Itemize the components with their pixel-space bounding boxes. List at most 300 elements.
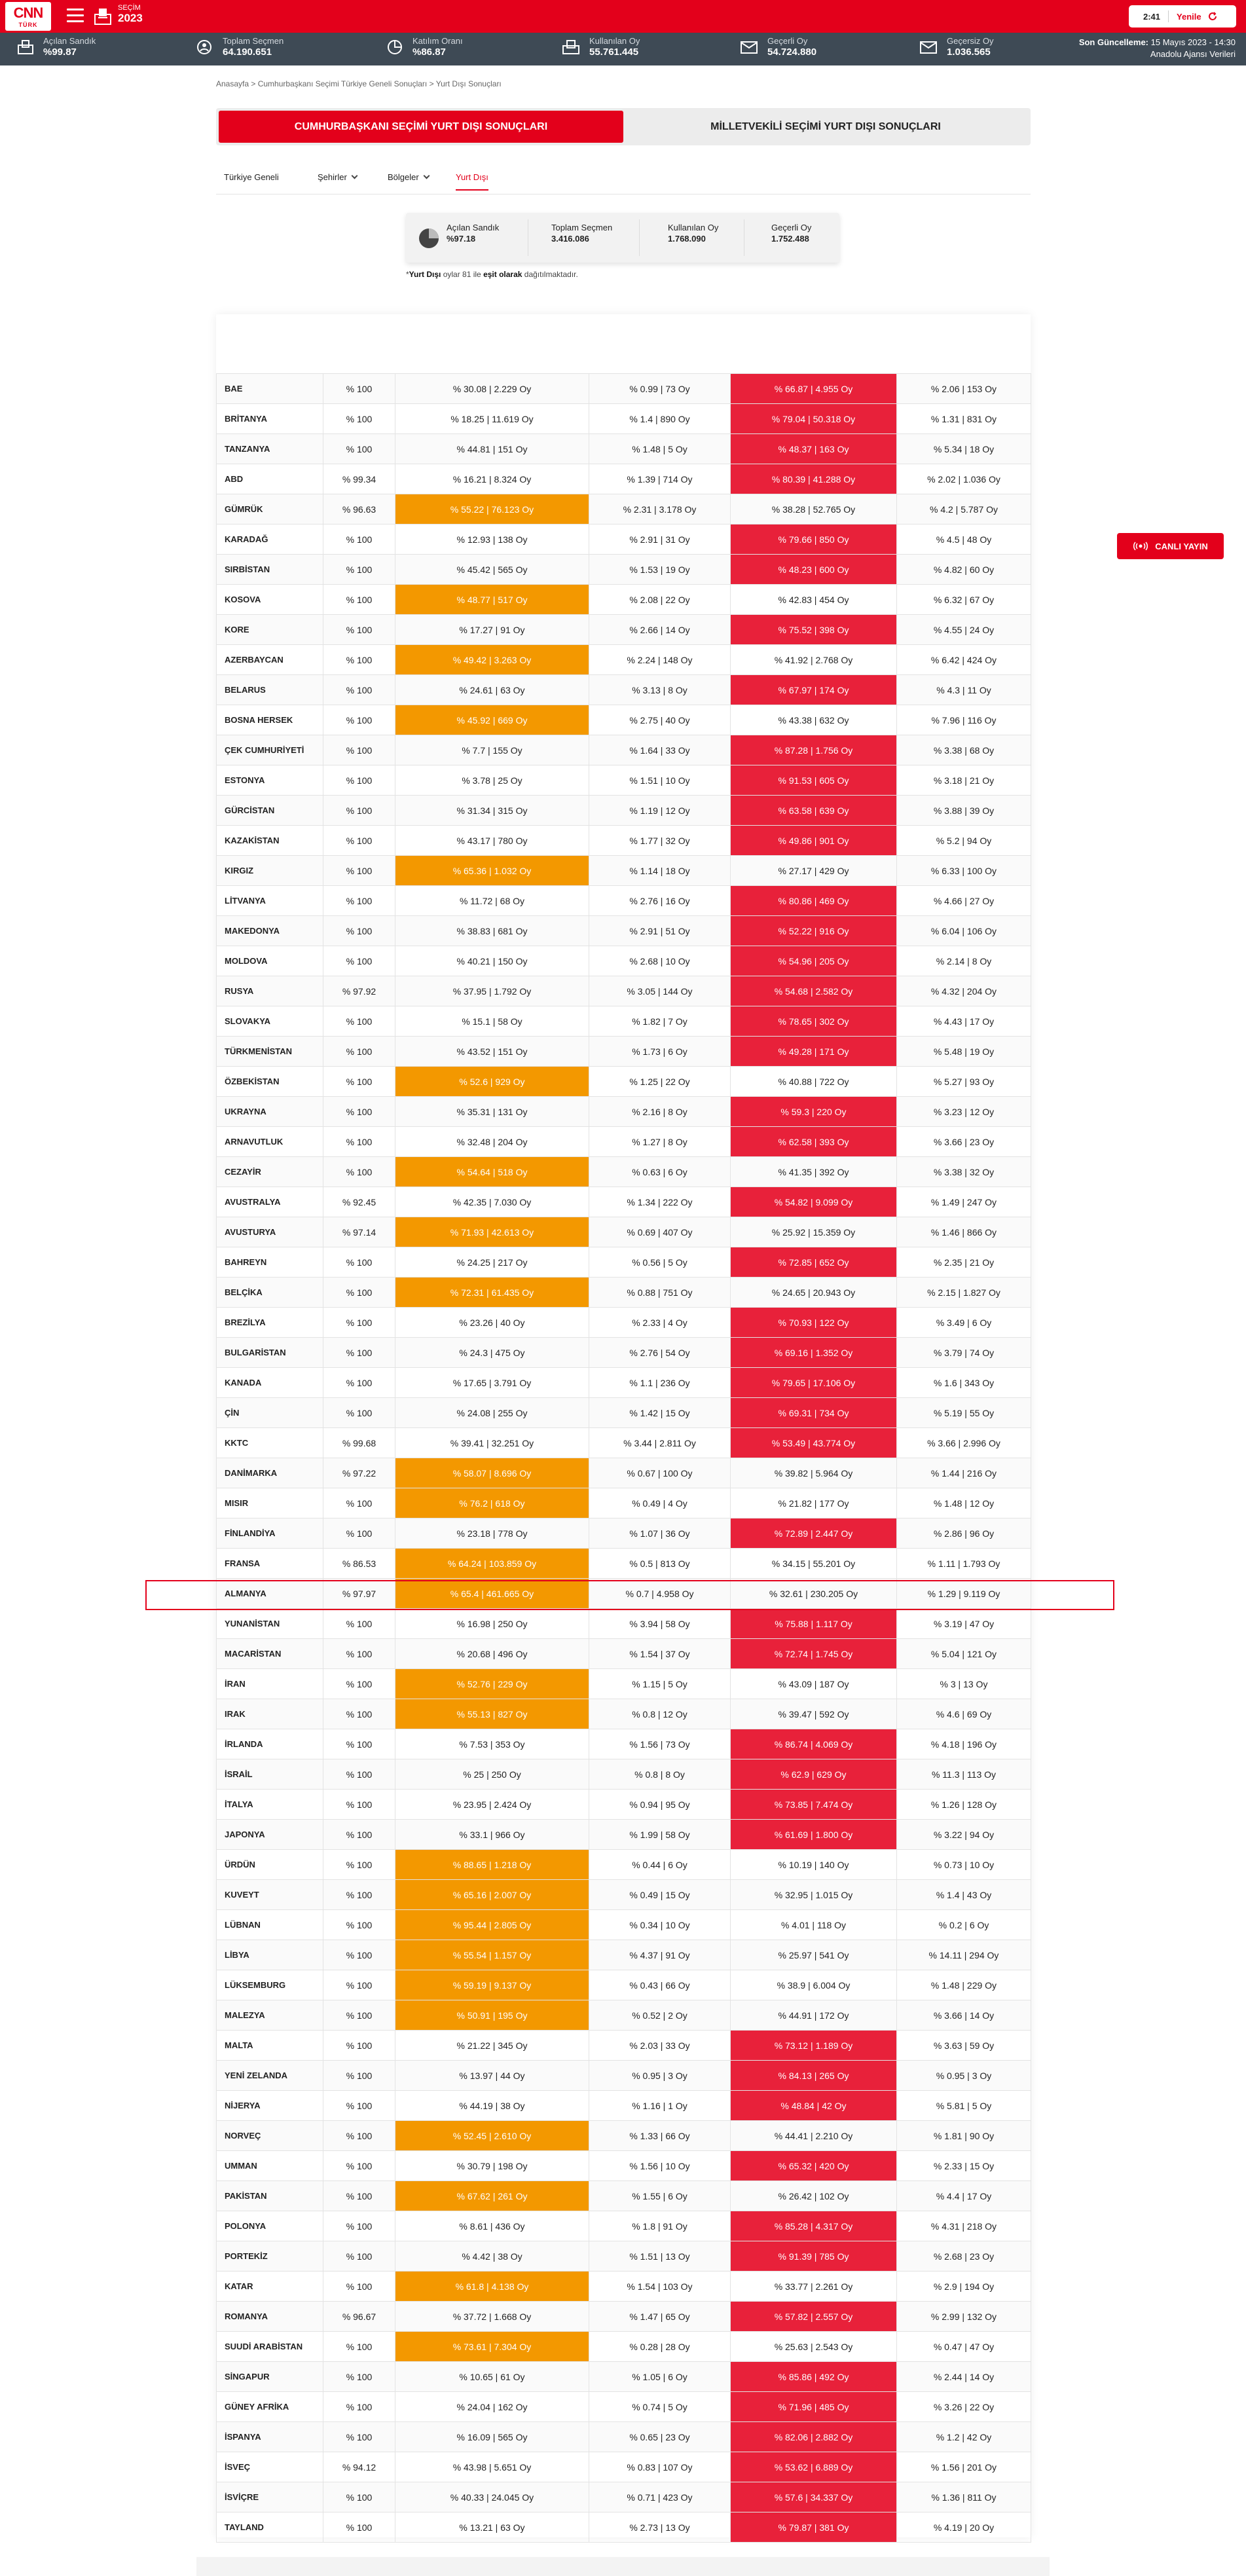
nav-abroad-label: Yurt Dışı — [456, 172, 488, 182]
table-row[interactable] — [217, 2000, 1031, 2031]
candidate-4-result: % 2.14 | 8 Oy — [897, 946, 1031, 976]
table-row[interactable] — [217, 615, 1031, 645]
candidate-4-result: % 3 | 13 Oy — [897, 1669, 1031, 1699]
candidate-3-result: % 54.68 | 2.582 Oy — [731, 976, 897, 1006]
candidate-2-result: % 2.66 | 14 Oy — [589, 615, 731, 645]
candidate-2-result: % 0.71 | 423 Oy — [589, 2482, 731, 2512]
table-row[interactable] — [217, 1368, 1031, 1398]
candidate-2-result: % 0.28 | 28 Oy — [589, 2332, 731, 2362]
table-row[interactable] — [217, 1970, 1031, 2000]
opened-boxes: % 100 — [323, 374, 395, 404]
table-row[interactable] — [217, 1067, 1031, 1097]
candidate-3-result: % 25.97 | 541 Oy — [731, 1940, 897, 1970]
table-row[interactable] — [217, 1910, 1031, 1940]
candidate-3-result: % 73.12 | 1.189 Oy — [731, 2031, 897, 2061]
country-name: MAKEDONYA — [217, 916, 323, 946]
breadcrumb[interactable]: Anasayfa > Cumhurbaşkanı Seçimi Türkiye Geneli Sonuçları > Yurt Dışı Sonuçları — [216, 79, 502, 88]
nav-abroad[interactable] — [456, 172, 488, 191]
opened-boxes: % 100 — [323, 1398, 395, 1428]
table-row[interactable] — [217, 2392, 1031, 2422]
opened-boxes: % 100 — [323, 1940, 395, 1970]
candidate-4-result: % 1.26 | 128 Oy — [897, 1790, 1031, 1820]
table-row[interactable] — [217, 916, 1031, 946]
table-row[interactable] — [217, 2061, 1031, 2091]
country-name: KOSOVA — [217, 585, 323, 615]
candidate-3-result: % 69.31 | 734 Oy — [731, 1398, 897, 1428]
candidate-1-result: % 39.41 | 32.251 Oy — [395, 1428, 589, 1458]
table-row[interactable] — [217, 1790, 1031, 1820]
candidate-4-result: % 1.48 | 229 Oy — [897, 1970, 1031, 2000]
nav-cities-label: Şehirler — [318, 172, 347, 182]
country-name: KATAR — [217, 2272, 323, 2302]
table-row[interactable] — [217, 2031, 1031, 2061]
candidate-4-result: % 5.27 | 93 Oy — [897, 1067, 1031, 1097]
tab-presidential-abroad[interactable]: CUMHURBAŞKANI SEÇİMİ YURT DIŞI SONUÇLARI — [219, 111, 623, 143]
opened-boxes: % 100 — [323, 856, 395, 886]
nav-turkey-general-label: Türkiye Geneli — [224, 172, 279, 182]
candidate-1-result: % 65.4 | 461.665 Oy — [395, 1579, 589, 1609]
opened-boxes: % 100 — [323, 2512, 395, 2543]
candidate-1-result: % 37.72 | 1.668 Oy — [395, 2302, 589, 2332]
opened-boxes: % 100 — [323, 1970, 395, 2000]
candidate-1-result: % 55.54 | 1.157 Oy — [395, 1940, 589, 1970]
candidate-1-result: % 30.08 | 2.229 Oy — [395, 374, 589, 404]
table-row[interactable] — [217, 1217, 1031, 1247]
note-text-1: oylar 81 ile — [441, 270, 484, 279]
candidate-3-result: % 52.22 | 916 Oy — [731, 916, 897, 946]
table-row[interactable] — [217, 1940, 1031, 1970]
table-row[interactable] — [217, 2422, 1031, 2452]
candidate-3-result: % 44.91 | 172 Oy — [731, 2000, 897, 2031]
countdown-time: 2:41 — [1143, 11, 1161, 22]
candidate-1-result: % 35.31 | 131 Oy — [395, 1097, 589, 1127]
opened-boxes: % 100 — [323, 2181, 395, 2211]
country-name: BAHREYN — [217, 1247, 323, 1278]
country-name: POLONYA — [217, 2211, 323, 2241]
opened-boxes: % 100 — [323, 735, 395, 765]
candidate-2-result: % 1.15 | 5 Oy — [589, 1669, 731, 1699]
country-name: İSRAİL — [217, 1759, 323, 1790]
stat-value: %99.87 — [43, 46, 77, 58]
live-broadcast-button[interactable] — [1117, 533, 1224, 559]
candidate-3-result: % 69.16 | 1.352 Oy — [731, 1338, 897, 1368]
stat-value: %86.87 — [412, 46, 446, 58]
table-row[interactable] — [217, 1037, 1031, 1067]
country-name: ÇİN — [217, 1398, 323, 1428]
nav-regions-dropdown[interactable] — [388, 172, 429, 182]
table-row[interactable] — [217, 1247, 1031, 1278]
candidate-2-result: % 1.53 | 19 Oy — [589, 555, 731, 585]
ballot-box-icon — [93, 7, 113, 26]
candidate-2-result: % 0.69 | 407 Oy — [589, 1217, 731, 1247]
abroad-summary-card — [406, 213, 839, 263]
table-row[interactable] — [217, 2091, 1031, 2121]
country-name: UMMAN — [217, 2151, 323, 2181]
candidate-1-result: % 55.22 | 76.123 Oy — [395, 494, 589, 524]
candidate-4-result: % 3.38 | 32 Oy — [897, 1157, 1031, 1187]
menu-icon[interactable] — [67, 9, 84, 23]
candidate-4-result: % 4.2 | 5.787 Oy — [897, 494, 1031, 524]
note-text-2: dağıtılmaktadır. — [522, 270, 578, 279]
candidate-4-result: % 0.2 | 6 Oy — [897, 1910, 1031, 1940]
candidate-1-result: % 43.98 | 5.651 Oy — [395, 2452, 589, 2482]
table-row[interactable] — [217, 2452, 1031, 2482]
candidate-4-result: % 1.36 | 811 Oy — [897, 2482, 1031, 2512]
candidate-1-result: % 21.22 | 345 Oy — [395, 2031, 589, 2061]
candidate-3-result: % 73.85 | 7.474 Oy — [731, 1790, 897, 1820]
candidate-3-result: % 44.41 | 2.210 Oy — [731, 2121, 897, 2151]
table-row[interactable] — [217, 1850, 1031, 1880]
tab-parliamentary-abroad[interactable]: MİLLETVEKİLİ SEÇİMİ YURT DIŞI SONUÇLARI — [710, 120, 941, 132]
candidate-3-result: % 79.66 | 850 Oy — [731, 524, 897, 555]
country-name: KORE — [217, 615, 323, 645]
opened-boxes: % 100 — [323, 1308, 395, 1338]
table-row[interactable] — [217, 1308, 1031, 1338]
candidate-4-result: % 6.33 | 100 Oy — [897, 856, 1031, 886]
candidate-2-result: % 2.24 | 148 Oy — [589, 645, 731, 675]
election-tabs — [216, 108, 1031, 145]
candidate-4-result: % 3.66 | 2.996 Oy — [897, 1428, 1031, 1458]
candidate-2-result: % 1.73 | 6 Oy — [589, 1037, 731, 1067]
candidate-1-result: % 23.26 | 40 Oy — [395, 1308, 589, 1338]
opened-boxes: % 100 — [323, 1729, 395, 1759]
candidate-4-result: % 1.6 | 343 Oy — [897, 1368, 1031, 1398]
candidate-2-result: % 1.42 | 15 Oy — [589, 1398, 731, 1428]
table-row[interactable] — [217, 735, 1031, 765]
table-row[interactable] — [217, 1428, 1031, 1458]
table-row[interactable] — [217, 705, 1031, 735]
country-name: MISIR — [217, 1488, 323, 1518]
candidate-2-result: % 2.76 | 16 Oy — [589, 886, 731, 916]
candidate-4-result: % 1.4 | 43 Oy — [897, 1880, 1031, 1910]
candidate-4-result: % 3.63 | 59 Oy — [897, 2031, 1031, 2061]
country-name: TÜRKMENİSTAN — [217, 1037, 323, 1067]
table-row[interactable] — [217, 1127, 1031, 1157]
table-row[interactable] — [217, 1759, 1031, 1790]
opened-boxes: % 100 — [323, 2091, 395, 2121]
candidate-2-result: % 1.56 | 73 Oy — [589, 1729, 731, 1759]
candidate-3-result: % 40.88 | 722 Oy — [731, 1067, 897, 1097]
candidate-3-result: % 25.92 | 15.359 Oy — [731, 1217, 897, 1247]
country-name: ÖZBEKİSTAN — [217, 1067, 323, 1097]
table-row[interactable] — [217, 1278, 1031, 1308]
candidate-3-result: % 80.86 | 469 Oy — [731, 886, 897, 916]
candidate-3-result: % 59.3 | 220 Oy — [731, 1097, 897, 1127]
candidate-3-result: % 67.97 | 174 Oy — [731, 675, 897, 705]
candidate-3-result: % 48.37 | 163 Oy — [731, 434, 897, 464]
table-row[interactable] — [217, 2241, 1031, 2272]
candidate-3-result: % 53.62 | 6.889 Oy — [731, 2452, 897, 2482]
opened-boxes: % 100 — [323, 705, 395, 735]
table-row[interactable] — [217, 2302, 1031, 2332]
stat-used-votes — [562, 36, 640, 58]
opened-boxes: % 100 — [323, 585, 395, 615]
candidate-1-result: % 7.53 | 353 Oy — [395, 1729, 589, 1759]
candidate-3-result: % 4.01 | 118 Oy — [731, 1910, 897, 1940]
table-row[interactable] — [217, 886, 1031, 916]
opened-boxes: % 100 — [323, 1669, 395, 1699]
country-name: ESTONYA — [217, 765, 323, 796]
candidate-4-result: % 6.32 | 67 Oy — [897, 585, 1031, 615]
country-name: SLOVAKYA — [217, 1006, 323, 1037]
table-row[interactable] — [217, 976, 1031, 1006]
country-name: İTALYA — [217, 1790, 323, 1820]
candidate-2-result: % 2.68 | 10 Oy — [589, 946, 731, 976]
updated-source: Anadolu Ajansı Verileri — [1150, 49, 1236, 59]
candidate-3-result: % 34.15 | 55.201 Oy — [731, 1549, 897, 1579]
table-row[interactable] — [217, 1458, 1031, 1488]
table-row[interactable] — [217, 1820, 1031, 1850]
election-label — [118, 4, 143, 25]
candidate-4-result: % 4.3 | 11 Oy — [897, 675, 1031, 705]
table-row[interactable] — [217, 946, 1031, 976]
table-row[interactable] — [217, 1157, 1031, 1187]
table-row[interactable] — [217, 1187, 1031, 1217]
country-name: TANZANYA — [217, 434, 323, 464]
candidate-1-result: % 43.52 | 151 Oy — [395, 1037, 589, 1067]
nav-cities-dropdown[interactable] — [318, 172, 357, 182]
candidate-1-result: % 38.83 | 681 Oy — [395, 916, 589, 946]
candidate-4-result: % 1.11 | 1.793 Oy — [897, 1549, 1031, 1579]
candidate-3-result: % 21.82 | 177 Oy — [731, 1488, 897, 1518]
country-name: PORTEKİZ — [217, 2241, 323, 2272]
candidate-3-result: % 39.47 | 592 Oy — [731, 1699, 897, 1729]
candidate-3-result: % 63.58 | 639 Oy — [731, 796, 897, 826]
country-name: YENİ ZELANDA — [217, 2061, 323, 2091]
candidate-2-result: % 0.44 | 6 Oy — [589, 1850, 731, 1880]
candidate-1-result: % 11.72 | 68 Oy — [395, 886, 589, 916]
table-row[interactable] — [217, 585, 1031, 615]
summary-used-label: Kullanılan Oy — [668, 223, 719, 232]
cnn-turk-logo[interactable] — [5, 2, 51, 31]
country-name: IRAK — [217, 1699, 323, 1729]
table-row[interactable] — [217, 796, 1031, 826]
table-row[interactable] — [217, 2512, 1031, 2543]
table-row[interactable] — [217, 645, 1031, 675]
candidate-2-result: % 0.8 | 8 Oy — [589, 1759, 731, 1790]
table-row[interactable] — [217, 434, 1031, 464]
candidate-1-result: % 4.42 | 38 Oy — [395, 2241, 589, 2272]
candidate-3-result: % 41.35 | 392 Oy — [731, 1157, 897, 1187]
country-name: YUNANİSTAN — [217, 1609, 323, 1639]
country-name: AVUSTURYA — [217, 1217, 323, 1247]
candidate-3-result: % 91.53 | 605 Oy — [731, 765, 897, 796]
candidate-4-result: % 2.15 | 1.827 Oy — [897, 1278, 1031, 1308]
valid-vote-icon — [740, 39, 758, 55]
last-updated — [1079, 37, 1236, 60]
candidate-4-result: % 6.04 | 106 Oy — [897, 916, 1031, 946]
country-name: KAZAKİSTAN — [217, 826, 323, 856]
table-row[interactable] — [217, 2181, 1031, 2211]
table-row[interactable] — [217, 856, 1031, 886]
table-row[interactable] — [217, 1518, 1031, 1549]
opened-boxes: % 100 — [323, 1910, 395, 1940]
opened-boxes: % 100 — [323, 946, 395, 976]
candidate-2-result: % 1.64 | 33 Oy — [589, 735, 731, 765]
refresh-button[interactable]: Yenile — [1177, 11, 1201, 22]
refresh-icon[interactable] — [1208, 12, 1217, 21]
opened-boxes: % 100 — [323, 826, 395, 856]
candidate-1-result: % 59.19 | 9.137 Oy — [395, 1970, 589, 2000]
candidate-2-result: % 1.16 | 1 Oy — [589, 2091, 731, 2121]
candidate-2-result: % 1.48 | 5 Oy — [589, 434, 731, 464]
candidate-1-result: % 61.8 | 4.138 Oy — [395, 2272, 589, 2302]
opened-boxes: % 97.22 — [323, 1458, 395, 1488]
table-row[interactable] — [217, 1699, 1031, 1729]
candidate-4-result: % 2.68 | 23 Oy — [897, 2241, 1031, 2272]
opened-boxes: % 100 — [323, 2332, 395, 2362]
table-row[interactable] — [217, 2482, 1031, 2512]
table-row[interactable] — [217, 404, 1031, 434]
stat-label: Açılan Sandık — [43, 36, 96, 46]
table-row[interactable] — [217, 1669, 1031, 1699]
table-row[interactable] — [217, 464, 1031, 494]
table-row[interactable] — [217, 826, 1031, 856]
candidate-1-result: % 71.93 | 42.613 Oy — [395, 1217, 589, 1247]
opened-boxes: % 100 — [323, 1278, 395, 1308]
candidate-3-result: % 38.28 | 52.765 Oy — [731, 494, 897, 524]
table-row[interactable] — [217, 675, 1031, 705]
candidate-3-result: % 54.82 | 9.099 Oy — [731, 1187, 897, 1217]
country-name: ALMANYA — [217, 1579, 323, 1609]
candidate-2-result: % 1.56 | 10 Oy — [589, 2151, 731, 2181]
table-row[interactable] — [217, 1579, 1031, 1609]
candidate-3-result: % 43.09 | 187 Oy — [731, 1669, 897, 1699]
country-name: MOLDOVA — [217, 946, 323, 976]
distribution-note — [406, 270, 578, 279]
table-row[interactable] — [217, 1006, 1031, 1037]
candidate-2-result: % 3.94 | 58 Oy — [589, 1609, 731, 1639]
candidate-2-result: % 2.91 | 51 Oy — [589, 916, 731, 946]
candidate-2-result: % 3.13 | 8 Oy — [589, 675, 731, 705]
table-row[interactable] — [217, 374, 1031, 404]
table-row[interactable] — [217, 765, 1031, 796]
candidate-2-result: % 0.5 | 813 Oy — [589, 1549, 731, 1579]
country-name: ÇEK CUMHURİYETİ — [217, 735, 323, 765]
country-name: AVUSTRALYA — [217, 1187, 323, 1217]
candidate-1-result: % 18.25 | 11.619 Oy — [395, 404, 589, 434]
table-row[interactable] — [217, 1609, 1031, 1639]
candidate-1-result: % 52.45 | 2.610 Oy — [395, 2121, 589, 2151]
refresh-widget[interactable] — [1129, 5, 1236, 28]
table-row[interactable] — [217, 2211, 1031, 2241]
candidate-2-result: % 0.74 | 5 Oy — [589, 2392, 731, 2422]
candidate-2-result: % 3.44 | 2.811 Oy — [589, 1428, 731, 1458]
table-row[interactable] — [217, 1880, 1031, 1910]
candidate-1-result: % 33.1 | 966 Oy — [395, 1820, 589, 1850]
opened-boxes: % 100 — [323, 1488, 395, 1518]
stat-opened-boxes — [17, 36, 96, 58]
country-name: KUVEYT — [217, 1880, 323, 1910]
candidate-1-result: % 65.16 | 2.007 Oy — [395, 1880, 589, 1910]
candidate-4-result: % 2.9 | 194 Oy — [897, 2272, 1031, 2302]
table-row[interactable] — [217, 2121, 1031, 2151]
table-row[interactable] — [217, 555, 1031, 585]
table-row[interactable] — [217, 1729, 1031, 1759]
candidate-2-result: % 0.49 | 15 Oy — [589, 1880, 731, 1910]
table-row[interactable] — [217, 524, 1031, 555]
table-row[interactable] — [217, 2362, 1031, 2392]
table-row[interactable] — [217, 2272, 1031, 2302]
results-table — [216, 373, 1031, 2543]
candidate-3-result: % 24.65 | 20.943 Oy — [731, 1278, 897, 1308]
candidate-3-result: % 79.87 | 381 Oy — [731, 2512, 897, 2543]
candidate-2-result: % 0.94 | 95 Oy — [589, 1790, 731, 1820]
country-name: AZERBAYCAN — [217, 645, 323, 675]
candidate-1-result: % 17.65 | 3.791 Oy — [395, 1368, 589, 1398]
candidate-4-result: % 1.46 | 866 Oy — [897, 1217, 1031, 1247]
candidate-4-result: % 3.26 | 22 Oy — [897, 2392, 1031, 2422]
candidate-3-result: % 72.85 | 652 Oy — [731, 1247, 897, 1278]
stat-invalid-votes — [919, 36, 994, 58]
candidate-3-result: % 42.83 | 454 Oy — [731, 585, 897, 615]
stat-label: Geçerli Oy — [767, 36, 808, 46]
table-row[interactable] — [217, 1639, 1031, 1669]
country-name: FİNLANDİYA — [217, 1518, 323, 1549]
candidate-3-result: % 79.04 | 50.318 Oy — [731, 404, 897, 434]
results-table-container — [216, 314, 1031, 2537]
country-name: JAPONYA — [217, 1820, 323, 1850]
candidate-2-result: % 1.27 | 8 Oy — [589, 1127, 731, 1157]
opened-boxes: % 100 — [323, 1790, 395, 1820]
candidate-4-result: % 3.88 | 39 Oy — [897, 796, 1031, 826]
country-name: İSVİÇRE — [217, 2482, 323, 2512]
candidate-2-result: % 1.51 | 13 Oy — [589, 2241, 731, 2272]
candidate-2-result: % 1.47 | 65 Oy — [589, 2302, 731, 2332]
candidate-1-result: % 40.33 | 24.045 Oy — [395, 2482, 589, 2512]
opened-boxes: % 100 — [323, 2151, 395, 2181]
candidate-1-result: % 44.81 | 151 Oy — [395, 434, 589, 464]
table-row[interactable] — [217, 1338, 1031, 1368]
candidate-4-result: % 1.48 | 12 Oy — [897, 1488, 1031, 1518]
candidate-2-result: % 0.83 | 107 Oy — [589, 2452, 731, 2482]
candidate-2-result: % 0.63 | 6 Oy — [589, 1157, 731, 1187]
opened-boxes: % 100 — [323, 675, 395, 705]
country-name: İSVEÇ — [217, 2452, 323, 2482]
candidate-4-result: % 4.18 | 196 Oy — [897, 1729, 1031, 1759]
candidate-4-result: % 1.31 | 831 Oy — [897, 404, 1031, 434]
opened-boxes: % 100 — [323, 1850, 395, 1880]
candidate-4-result: % 7.96 | 116 Oy — [897, 705, 1031, 735]
candidate-4-result: % 2.86 | 96 Oy — [897, 1518, 1031, 1549]
table-row[interactable] — [217, 2332, 1031, 2362]
table-row[interactable] — [217, 494, 1031, 524]
candidate-1-result: % 16.09 | 565 Oy — [395, 2422, 589, 2452]
table-row[interactable] — [217, 1549, 1031, 1579]
country-name: KARADAĞ — [217, 524, 323, 555]
country-name: KIRGIZ — [217, 856, 323, 886]
table-row[interactable] — [217, 2151, 1031, 2181]
table-row[interactable] — [217, 1398, 1031, 1428]
country-name: FRANSA — [217, 1549, 323, 1579]
candidate-1-result: % 24.08 | 255 Oy — [395, 1398, 589, 1428]
opened-boxes: % 100 — [323, 1006, 395, 1037]
candidate-1-result: % 76.2 | 618 Oy — [395, 1488, 589, 1518]
opened-boxes: % 100 — [323, 916, 395, 946]
opened-boxes: % 100 — [323, 2362, 395, 2392]
candidate-4-result: % 1.44 | 216 Oy — [897, 1458, 1031, 1488]
country-name: LİBYA — [217, 1940, 323, 1970]
nav-turkey-general[interactable] — [224, 172, 279, 182]
candidate-2-result: % 1.19 | 12 Oy — [589, 796, 731, 826]
country-name: BREZİLYA — [217, 1308, 323, 1338]
candidate-3-result: % 87.28 | 1.756 Oy — [731, 735, 897, 765]
candidate-4-result: % 5.04 | 121 Oy — [897, 1639, 1031, 1669]
candidate-1-result: % 16.98 | 250 Oy — [395, 1609, 589, 1639]
table-row[interactable] — [217, 1097, 1031, 1127]
candidate-4-result: % 5.2 | 94 Oy — [897, 826, 1031, 856]
table-row[interactable] — [217, 1488, 1031, 1518]
